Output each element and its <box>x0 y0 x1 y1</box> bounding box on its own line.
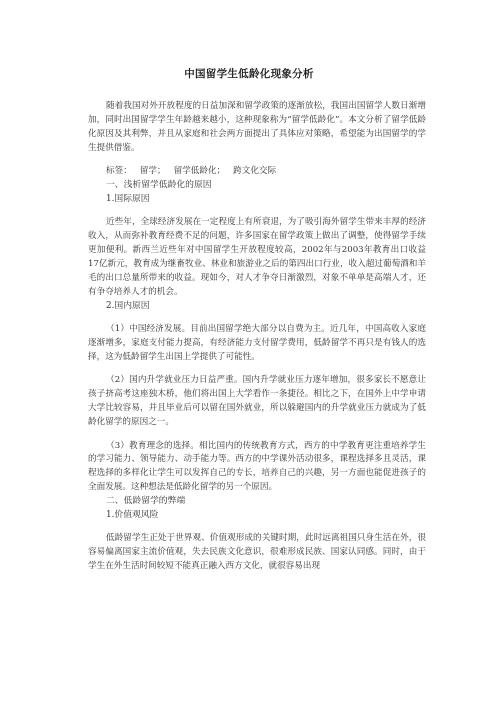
subsection-heading: 2.国内原因 <box>106 300 150 311</box>
abstract: 随着我国对外开放程度的日益加深和留学政策的逐渐放松，我国出国留学人数日渐增加，同时出国留学学生年龄越来越小，这种现象称为“留学低龄化”。本文分析了留学低龄化原因及其利弊，并且从家庭和社会两方面提出了具体应对策略，希望能为出国留学的学生提供借鉴。 <box>88 101 426 153</box>
section-heading: 一、浅析留学低龄化的原因 <box>106 180 212 191</box>
paragraph: 低龄留学生正处于世界观、价值观形成的关键时期，此时远离祖国只身生活在外，很容易偏离国家主流价值观，失去民族文化意识，很难形成民族、国家认同感。同时，由于学生在外生活时间较短不能真正融入西方文化，就很容易出现 <box>88 533 426 572</box>
subsection-heading: 1.价值观风险 <box>106 510 159 521</box>
paragraph: （1）中国经济发展。目前出国留学绝大部分以自费为主。近几年，中国高收入家庭逐渐增多，家庭支付能力提高，有经济能力支付留学费用，低龄留学不再只是有钱人的选择，这为低龄留学生出国上学提供了可能性。 <box>88 324 426 362</box>
keyword: 留学低龄化； <box>173 166 226 177</box>
keyword: 留学； <box>139 166 166 177</box>
paragraph: （3）教育理念的选择。相比国内的传统教育方式，西方的中学教育更注重培养学生的学习能力、领导能力、动手能力等。西方的中学课外活动很多，课程选择多且灵活，课程选择的多样化让学生可以发挥自己的专长，培养自己的兴趣，另一方面也能促进孩子的全面发展。这种想法是低龄化留学的另一个原因。 <box>88 440 426 493</box>
paragraph: 近些年，全球经济发展在一定程度上有所衰退，为了吸引海外留学生带来丰厚的经济收入，从而弥补教育经费不足的问题，许多国家在留学政策上做出了调整，使得留学手续更加便利。新西兰近些年对中国留学生开放程度较高，2002年与2003年教育出口收益17亿新元，教育成为继畜牧业、林业和旅游业之后的第四出口行业，收入超过葡萄酒和羊毛的出口总量所带来的收益。现如今，对人才争夺日渐激烈，对象不单单是高端人才，还有争夺培养人才的机会。 <box>88 217 426 297</box>
subsection-heading: 1.国际原因 <box>106 193 150 204</box>
paragraph: （2）国内升学就业压力日益严重。国内升学就业压力逐年增加，很多家长不愿意让孩子挤高考这座独木桥，他们将出国上大学看作一条捷径。相比之下，在国外上中学申请大学比较容易，并且毕业后可以留在国外就业，所以躲避国内的升学就业压力就成为了低龄化留学的原因之一。 <box>88 375 426 428</box>
keywords-line <box>88 165 426 179</box>
page-title: 中国留学生低龄化现象分析 <box>184 68 314 80</box>
section-heading: 二、低龄留学的弊端 <box>106 496 186 507</box>
keywords-label: 标签： <box>106 166 132 177</box>
keyword: 跨文化交际 <box>233 166 277 177</box>
